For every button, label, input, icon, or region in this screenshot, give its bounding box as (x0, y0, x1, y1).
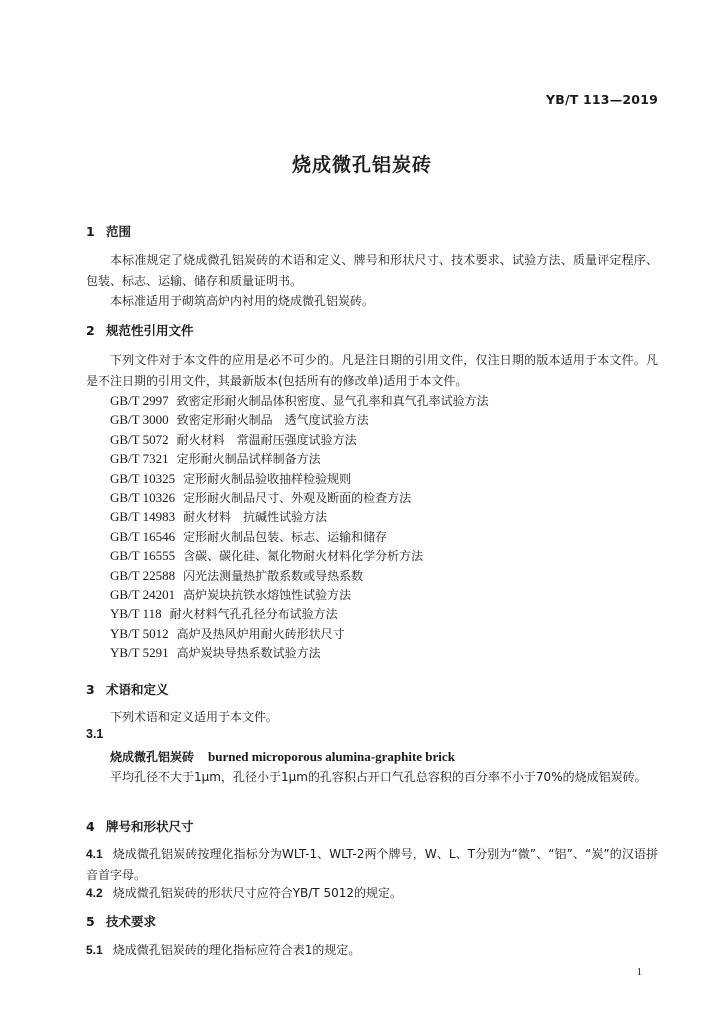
reference-item (110, 431, 357, 448)
clause-number: 4.2 (86, 886, 103, 900)
reference-title: 高炉炭块抗铁水熔蚀性试验方法 (183, 588, 352, 602)
reference-item (110, 547, 423, 564)
reference-item (110, 586, 351, 603)
section-number: 2 (86, 323, 95, 338)
clause-text: 烧成微孔铝炭砖的形状尺寸应符合YB/T 5012的规定。 (112, 886, 402, 900)
section-title: 规范性引用文件 (106, 323, 194, 338)
clause-4-1 (86, 844, 658, 885)
section-number: 5 (86, 914, 95, 929)
section-title: 范围 (106, 224, 132, 239)
clause-4-2 (86, 883, 658, 904)
reference-code: GB/T 24201 (110, 587, 176, 602)
terms-intro: 下列术语和定义适用于本文件。 (110, 710, 279, 724)
reference-code: YB/T 5291 (110, 645, 169, 661)
reference-title: 定形耐火制品试样制备方法 (176, 452, 321, 467)
section-3-heading (86, 680, 169, 698)
clause-text: 烧成微孔铝炭砖按理化指标分为WLT-1、WLT-2两个牌号，W、L、T分别为“微”、“铝”、“炭”的汉语拼音首字母。 (86, 847, 658, 882)
reference-title: 致密定形耐火制品体积密度、显气孔率和真气孔率试验方法 (176, 394, 489, 408)
page-number: 1 (636, 966, 642, 978)
clause-number: 5.1 (86, 943, 103, 957)
reference-item (110, 489, 411, 506)
reference-item (110, 411, 369, 428)
clause-5-1 (86, 940, 658, 961)
section-title: 术语和定义 (106, 682, 169, 697)
section-title: 技术要求 (106, 914, 157, 929)
reference-title: 定形耐火制品尺寸、外观及断面的检查方法 (183, 491, 412, 505)
scope-paragraph-2: 本标准适用于砌筑高炉内衬用的烧成微孔铝炭砖。 (110, 294, 375, 308)
reference-title: 闪光法测量热扩散系数或导热系数 (183, 568, 364, 583)
document-title: 烧成微孔铝炭砖 (291, 154, 432, 176)
reference-title: 高炉及热风炉用耐火砖形状尺寸 (176, 626, 345, 641)
section-title: 牌号和形状尺寸 (106, 819, 194, 834)
reference-title: 耐火材料 常温耐压强度试验方法 (176, 432, 357, 447)
reference-code: GB/T 5072 (110, 431, 169, 447)
section-5-heading (86, 912, 156, 930)
term-definition: 平均孔径不大于1μm，孔径小于1μm的孔容积占开口气孔总容积的百分率不小于70%的烧成铝炭砖。 (110, 770, 647, 784)
reference-item (110, 605, 338, 622)
reference-item (110, 508, 327, 525)
reference-title: 定形耐火制品包装、标志、运输和储存 (183, 529, 388, 544)
reference-item (110, 470, 351, 487)
reference-item (110, 528, 387, 545)
reference-code: GB/T 14983 (110, 509, 176, 525)
reference-item (110, 625, 345, 642)
section-number: 1 (86, 224, 95, 239)
reference-code: GB/T 16546 (110, 528, 176, 544)
reference-code: GB/T 3000 (110, 412, 169, 428)
term-english: burned microporous alumina-graphite brick (208, 749, 455, 764)
reference-code: GB/T 10326 (110, 490, 176, 505)
section-number: 4 (86, 819, 95, 834)
clause-3-1-number: 3.1 (86, 727, 104, 741)
standard-code: YB/T 113—2019 (545, 92, 658, 107)
reference-title: 高炉炭块导热系数试验方法 (176, 646, 321, 661)
reference-title: 耐火材料气孔孔径分布试验方法 (169, 607, 338, 622)
reference-title: 定形耐火制品验收抽样检验规则 (183, 471, 352, 486)
reference-code: GB/T 22588 (110, 567, 176, 583)
term-entry (110, 748, 455, 765)
reference-code: GB/T 2997 (110, 393, 169, 408)
reference-code: GB/T 16555 (110, 548, 176, 564)
reference-code: GB/T 7321 (110, 451, 169, 467)
reference-title: 含碳、碳化硅、氮化物耐火材料化学分析方法 (183, 549, 424, 564)
section-number: 3 (86, 682, 95, 697)
section-1-heading (86, 222, 131, 240)
reference-item (110, 392, 489, 409)
scope-paragraph-1: 本标准规定了烧成微孔铝炭砖的术语和定义、牌号和形状尺寸、技术要求、试验方法、质量评定程序、包装、标志、运输、储存和质量证明书。 (86, 253, 658, 288)
reference-item (110, 644, 321, 661)
reference-item (110, 450, 321, 467)
reference-title: 耐火材料 抗碱性试验方法 (183, 510, 328, 525)
section-4-heading (86, 817, 194, 835)
reference-title: 致密定形耐火制品 透气度试验方法 (176, 413, 369, 428)
reference-code: YB/T 118 (110, 606, 162, 622)
normative-intro: 下列文件对于本文件的应用是必不可少的。凡是注日期的引用文件，仅注日期的版本适用于本文件。凡是不注日期的引用文件，其最新版本(包括所有的修改单)适用于本文件。 (86, 353, 658, 388)
clause-text: 烧成微孔铝炭砖的理化指标应符合表1的规定。 (112, 943, 361, 957)
section-2-heading (86, 321, 194, 339)
reference-item (110, 567, 363, 584)
reference-code: GB/T 10325 (110, 470, 176, 486)
term-chinese: 烧成微孔铝炭砖 (110, 750, 195, 764)
clause-number: 4.1 (86, 847, 103, 861)
reference-code: YB/T 5012 (110, 625, 169, 641)
